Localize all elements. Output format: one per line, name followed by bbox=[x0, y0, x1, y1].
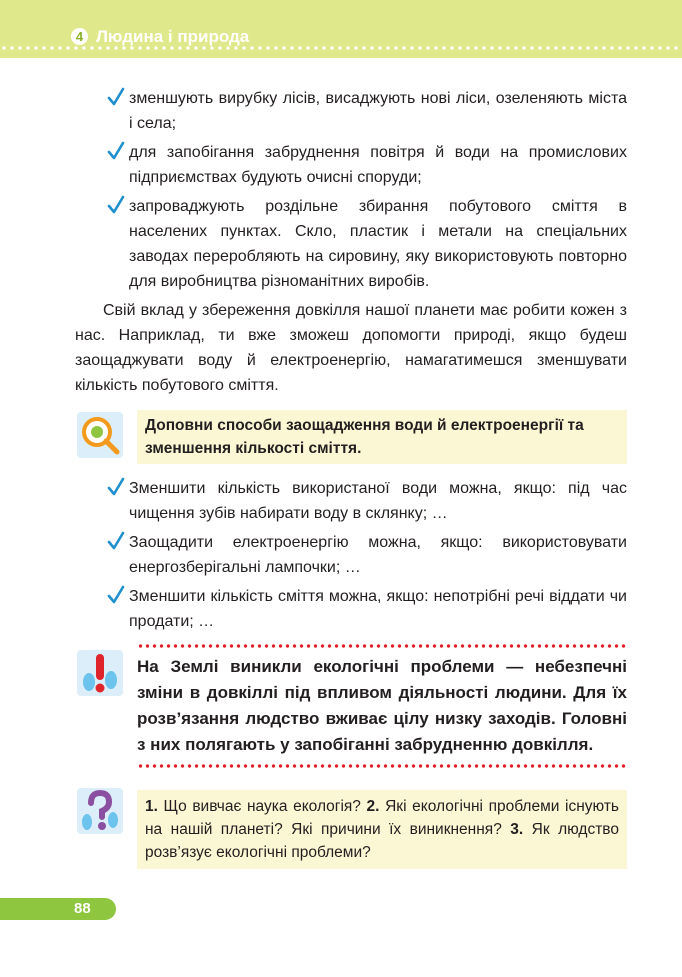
question-number: 2. bbox=[366, 798, 380, 815]
question-number: 3. bbox=[510, 821, 524, 838]
page-number-tab bbox=[0, 898, 116, 920]
header-dotted-line bbox=[0, 46, 682, 50]
chapter-title: Людина і природа bbox=[96, 27, 250, 46]
page-number: 88 bbox=[74, 900, 91, 917]
list-item-text: Зменшити кількість використаної води можна, якщо: під час чищення зубів набирати воду в склянку; … bbox=[129, 480, 627, 522]
rule-text: На Землі виникли екологічні проблеми — небезпечні зміни в довкіллі під впливом діяльності людини. Для їх розв’язання людство вживає цілу низку заходів. Головні з них полягають у запобіганні забрудненню довкілля. bbox=[137, 657, 627, 754]
question-text: Що вивчає наука екологія? bbox=[157, 798, 367, 815]
task-items-list bbox=[75, 476, 627, 634]
page-content bbox=[75, 86, 627, 869]
questions-box bbox=[137, 790, 627, 869]
list-item bbox=[75, 194, 627, 294]
question-text: Які екологічні проблеми існують на нашій планеті? Які причини їх виникнення? bbox=[145, 798, 619, 838]
question-text: Як людство розв’язує екологічні проблеми? bbox=[145, 821, 619, 861]
list-item-text: зменшують вирубку лісів, висаджують нові ліси, озеленяють міста і села; bbox=[129, 90, 627, 132]
list-item-text: запроваджують роздільне збирання побутового сміття в населених пунктах. Скло, пластик і метали на спеціальних заводах переробляють на сировину, яку використовують повторно для виробництва різноманітних виробів. bbox=[129, 198, 627, 290]
task-box bbox=[137, 410, 627, 464]
chapter-header bbox=[0, 0, 682, 58]
task-text: Доповни способи заощадження води й електроенергії та зменшення кількості сміття. bbox=[145, 417, 584, 457]
list-item bbox=[75, 530, 627, 580]
list-item bbox=[75, 86, 627, 136]
magnifier-icon bbox=[75, 410, 125, 460]
checkmark-icon bbox=[107, 141, 125, 161]
list-item-text: Заощадити електроенергію можна, якщо: використовувати енергозберігальні лампочки; … bbox=[129, 534, 627, 576]
measures-list bbox=[75, 86, 627, 294]
list-item bbox=[75, 476, 627, 526]
list-item bbox=[75, 584, 627, 634]
exclamation-icon bbox=[75, 648, 125, 698]
list-item-text: Зменшити кількість сміття можна, якщо: непотрібні речі віддати чи продати; … bbox=[129, 588, 627, 630]
checkmark-icon bbox=[107, 531, 125, 551]
question-icon bbox=[75, 786, 125, 836]
checkmark-icon bbox=[107, 87, 125, 107]
checkmark-icon bbox=[107, 195, 125, 215]
rule-box bbox=[137, 644, 627, 768]
body-paragraph: Свій вклад у збереження довкілля нашої планети має робити кожен з нас. Наприклад, ти вже зможеш допомогти природі, якщо будеш заощаджувати воду й електроенергію, намагатимешся зменшувати кількість побутового сміття. bbox=[75, 302, 627, 394]
question-number: 1. bbox=[145, 798, 158, 815]
chapter-number: 4 bbox=[71, 28, 88, 45]
checkmark-icon bbox=[107, 477, 125, 497]
dotted-divider bbox=[137, 764, 627, 768]
checkmark-icon bbox=[107, 585, 125, 605]
list-item bbox=[75, 140, 627, 190]
list-item-text: для запобігання забруднення повітря й води на промислових підприємствах будують очисні споруди; bbox=[129, 144, 627, 186]
